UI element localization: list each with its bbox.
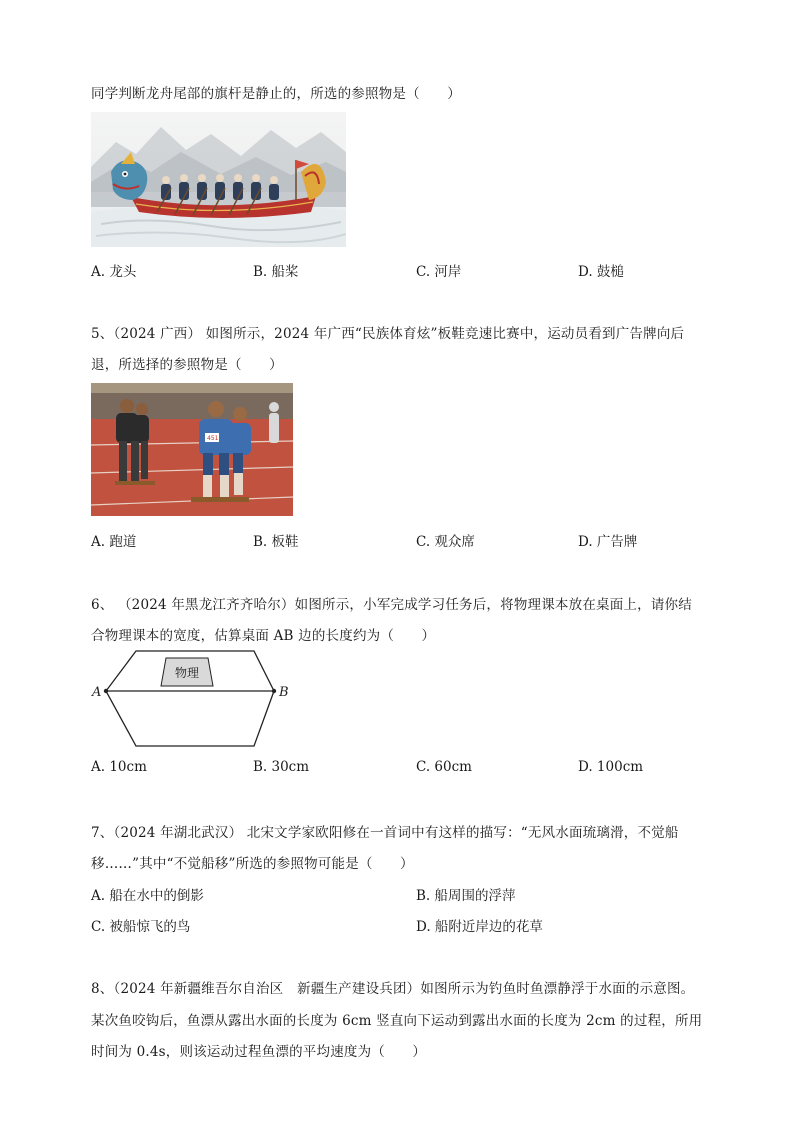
q6-option-a[interactable]: A. 10cm [91, 759, 147, 775]
q6-stem-line1: 6、 （2024 年黑龙江齐齐哈尔）如图所示，小军完成学习任务后，将物理课本放在桌面上，请你结 [91, 597, 692, 613]
q8-stem-line2: 某次鱼咬钩后，鱼漂从露出水面的长度为 6cm 竖直向下运动到露出水面的长度为 2cm 的过程，所用 [91, 1013, 703, 1029]
q7-stem-line2: 移……”其中“不觉船移”所选的参照物可能是（ ） [91, 856, 414, 872]
q6-stem-line2: 合物理课本的宽度，估算桌面 AB 边的长度约为（ ） [91, 628, 436, 644]
dragon-boat-image [91, 112, 346, 247]
q5-stem-line2: 退，所选择的参照物是（ ） [91, 357, 283, 373]
q4-option-d[interactable]: D. 鼓槌 [578, 264, 624, 280]
q7-option-c[interactable]: C. 被船惊飞的鸟 [91, 919, 191, 935]
q8-stem-line1: 8、（2024 年新疆维吾尔自治区 新疆生产建设兵团）如图所示为钓鱼时鱼漂静浮于水面的示意图。 [91, 981, 695, 997]
q4-stem: 同学判断龙舟尾部的旗杆是静止的，所选的参照物是（ ） [91, 86, 461, 102]
q7-option-d[interactable]: D. 船附近岸边的花草 [416, 919, 543, 935]
q5-option-b[interactable]: B. 板鞋 [253, 534, 299, 550]
q4-option-c[interactable]: C. 河岸 [416, 264, 462, 280]
q6-option-b[interactable]: B. 30cm [253, 759, 310, 775]
board-shoe-race-photo [91, 383, 293, 516]
q5-option-c[interactable]: C. 观众席 [416, 534, 475, 550]
q4-option-a[interactable]: A. 龙头 [91, 264, 137, 280]
point-a-label: A [92, 685, 102, 700]
q8-stem-line3: 时间为 0.4s，则该运动过程鱼漂的平均速度为（ ） [91, 1044, 427, 1060]
q7-option-b[interactable]: B. 船周围的浮萍 [416, 888, 516, 904]
desk-diagram [88, 646, 293, 751]
q7-stem-line1: 7、（2024 年湖北武汉） 北宋文学家欧阳修在一首词中有这样的描写：“无风水面琉璃滑，不觉船 [91, 825, 679, 841]
book-label: 物理 [174, 666, 200, 680]
q5-option-a[interactable]: A. 跑道 [91, 534, 137, 550]
q5-stem-line1: 5、（2024 广西） 如图所示，2024 年广西“民族体育炫”板鞋竞速比赛中，运动员看到广告牌向后 [91, 326, 685, 342]
race-bib-number: 451 [207, 435, 219, 442]
q6-option-d[interactable]: D. 100cm [578, 759, 644, 775]
q5-option-d[interactable]: D. 广告牌 [578, 534, 638, 550]
q6-option-c[interactable]: C. 60cm [416, 759, 472, 775]
q4-option-b[interactable]: B. 船桨 [253, 264, 299, 280]
q7-option-a[interactable]: A. 船在水中的倒影 [91, 888, 204, 904]
point-b-marker [272, 689, 276, 693]
point-a-marker [104, 689, 108, 693]
point-b-label: B [279, 685, 289, 700]
